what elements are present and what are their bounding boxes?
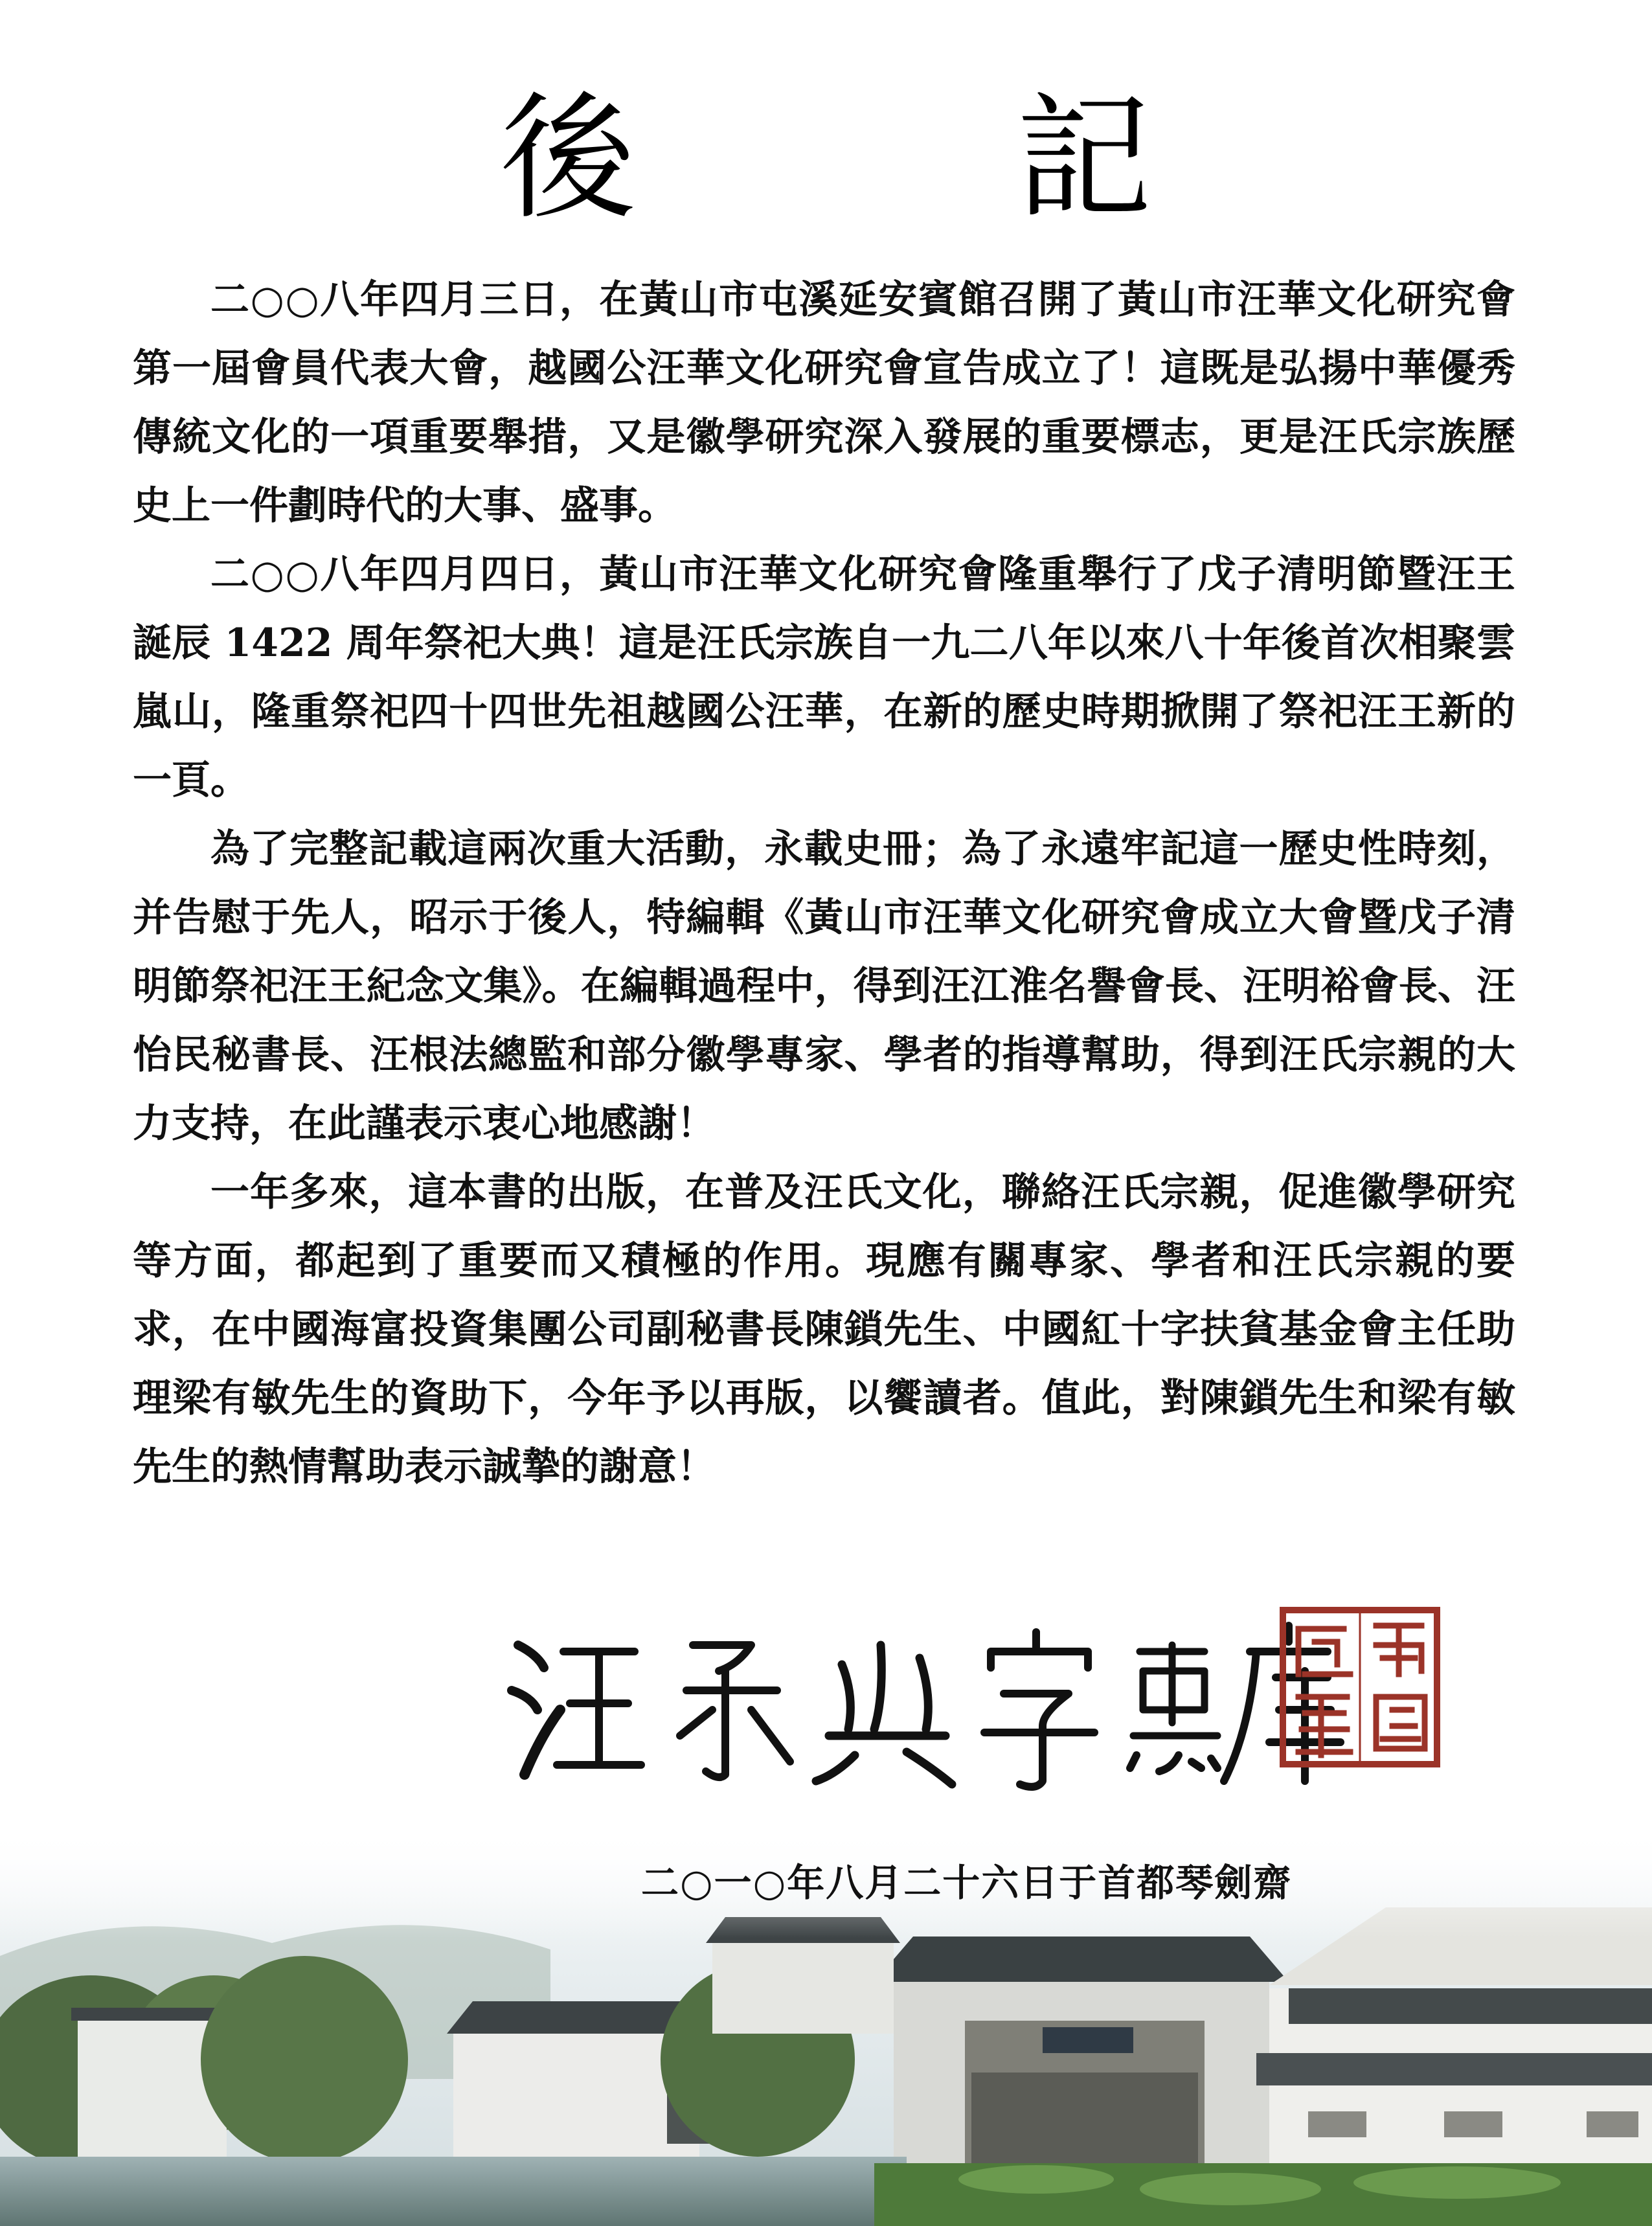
body-text	[133, 266, 1515, 1501]
paragraph-3: 為了完整記載這兩次重大活動，永載史冊；為了永遠牢記這一歷史性時刻，并告慰于先人，昭示于後人，特編輯《黃山市汪華文化研究會成立大會暨戊子清明節祭祀汪王紀念文集》。在編輯過程中，得到汪江淮名譽會長、汪明裕會長、汪怡民秘書長、汪根法總監和部分徽學專家、學者的指導幫助，得到汪氏宗親的大力支持，在此謹表示衷心地感謝！	[133, 826, 1515, 1146]
red-seal	[1279, 1606, 1441, 1768]
handwritten-signature	[492, 1606, 1399, 1800]
page-title: 後 記	[500, 79, 1320, 238]
date-line: 二○一○年八月二十六日于首都琴劍齋	[641, 1861, 1293, 1905]
paragraph-4: 一年多來，這本書的出版，在普及汪氏文化，聯絡汪氏宗親，促進徽學研究等方面，都起到了重要而又積極的作用。現應有關專家、學者和汪氏宗親的要求，在中國海富投資集團公司副秘書長陳鎖先生、中國紅十字扶貧基金會主任助理梁有敏先生的資助下，今年予以再版，以饗讀者。值此，對陳鎖先生和梁有敏先生的熱情幫助表示誠摯的謝意！	[133, 1170, 1515, 1490]
paragraph-1: 二○○八年四月三日，在黃山市屯溪延安賓館召開了黃山市汪華文化研究會第一屆會員代表大會，越國公汪華文化研究會宣告成立了！這既是弘揚中華優秀傳統文化的一項重要舉措，又是徽學研究深入發展的重要標志，更是汪氏宗族歷史上一件劃時代的大事、盛事。	[133, 277, 1515, 528]
paragraph-2: 二○○八年四月四日，黃山市汪華文化研究會隆重舉行了戊子清明節暨汪王誕辰 1422 周年祭祀大典！這是汪氏宗族自一九二八年以來八十年後首次相聚雲嵐山，隆重祭祀四十四世先祖越國公汪華，在新的歷史時期掀開了祭祀汪王新的一頁。	[133, 552, 1515, 803]
